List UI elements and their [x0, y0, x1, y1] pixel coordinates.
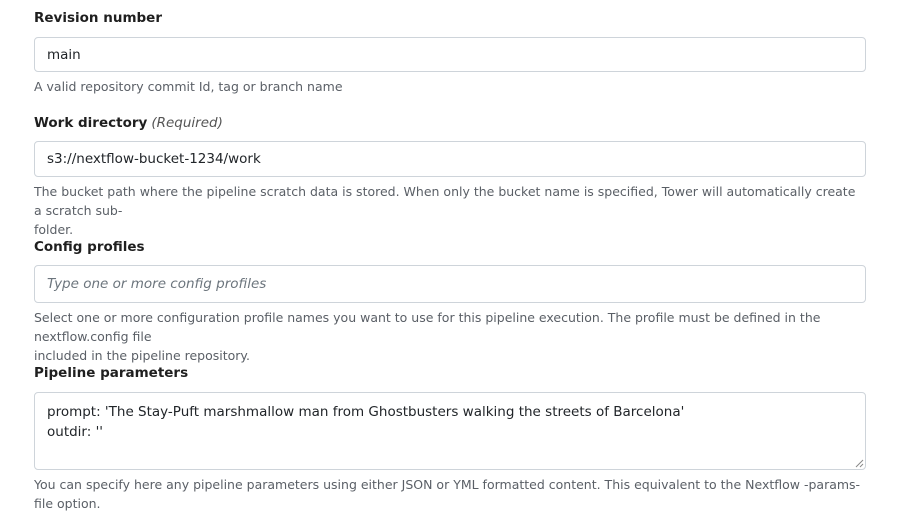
- revision-number-group: [34, 9, 866, 27]
- work-directory-help-wrapper: [34, 182, 866, 239]
- pipeline-parameters-wrapper: [34, 392, 866, 470]
- config-profiles-label: Config profiles: [34, 239, 145, 255]
- work-directory-help-line-2: folder.: [34, 222, 74, 237]
- revision-number-wrapper: [34, 37, 866, 72]
- config-profiles-placeholder: Type one or more config profiles: [47, 276, 267, 292]
- config-profiles-help-line-2: included in the pipeline repository.: [34, 348, 251, 363]
- revision-number-value: main: [47, 46, 81, 63]
- work-directory-input[interactable]: [34, 141, 866, 177]
- params-line-1: prompt: 'The Stay-Puft marshmallow man from Ghostbusters walking the streets of Barcelona': [47, 404, 685, 420]
- config-profiles-help-wrapper: [34, 308, 866, 365]
- pipeline-parameters-textarea[interactable]: [34, 392, 866, 470]
- config-profiles-group: [34, 238, 866, 256]
- config-profiles-wrapper: [34, 265, 866, 303]
- params-line-2: outdir: '': [47, 424, 104, 440]
- config-profiles-help-line-1: Select one or more configuration profile names you want to use for this pipeline execution. The profile must be defined in the nextflow.config file: [34, 310, 821, 344]
- work-directory-group: [34, 114, 866, 132]
- required-indicator: (Required): [151, 115, 223, 131]
- revision-number-label: Revision number: [34, 10, 162, 26]
- revision-number-help: A valid repository commit Id, tag or branch name: [34, 79, 343, 94]
- config-profiles-input[interactable]: [34, 265, 866, 303]
- pipeline-parameters-help: You can specify here any pipeline parameters using either JSON or YML formatted content. This equivalent to the Nextflow -params-file option.: [34, 477, 861, 511]
- resize-handle-icon[interactable]: [854, 458, 864, 468]
- work-directory-value: s3://nextflow-bucket-1234/work: [47, 151, 261, 167]
- revision-number-input[interactable]: [34, 37, 866, 72]
- work-directory-label: [34, 114, 866, 132]
- work-directory-label-text: Work directory: [34, 115, 148, 131]
- pipeline-parameters-help-wrapper: [34, 475, 866, 513]
- pipeline-parameters-label: Pipeline parameters: [34, 365, 189, 381]
- work-directory-wrapper: [34, 141, 866, 177]
- revision-number-help-wrapper: [34, 77, 866, 96]
- work-directory-help-line-1: The bucket path where the pipeline scratch data is stored. When only the bucket name is specified, Tower will automatically create a scratch sub-: [34, 184, 856, 218]
- pipeline-parameters-group: [34, 364, 866, 382]
